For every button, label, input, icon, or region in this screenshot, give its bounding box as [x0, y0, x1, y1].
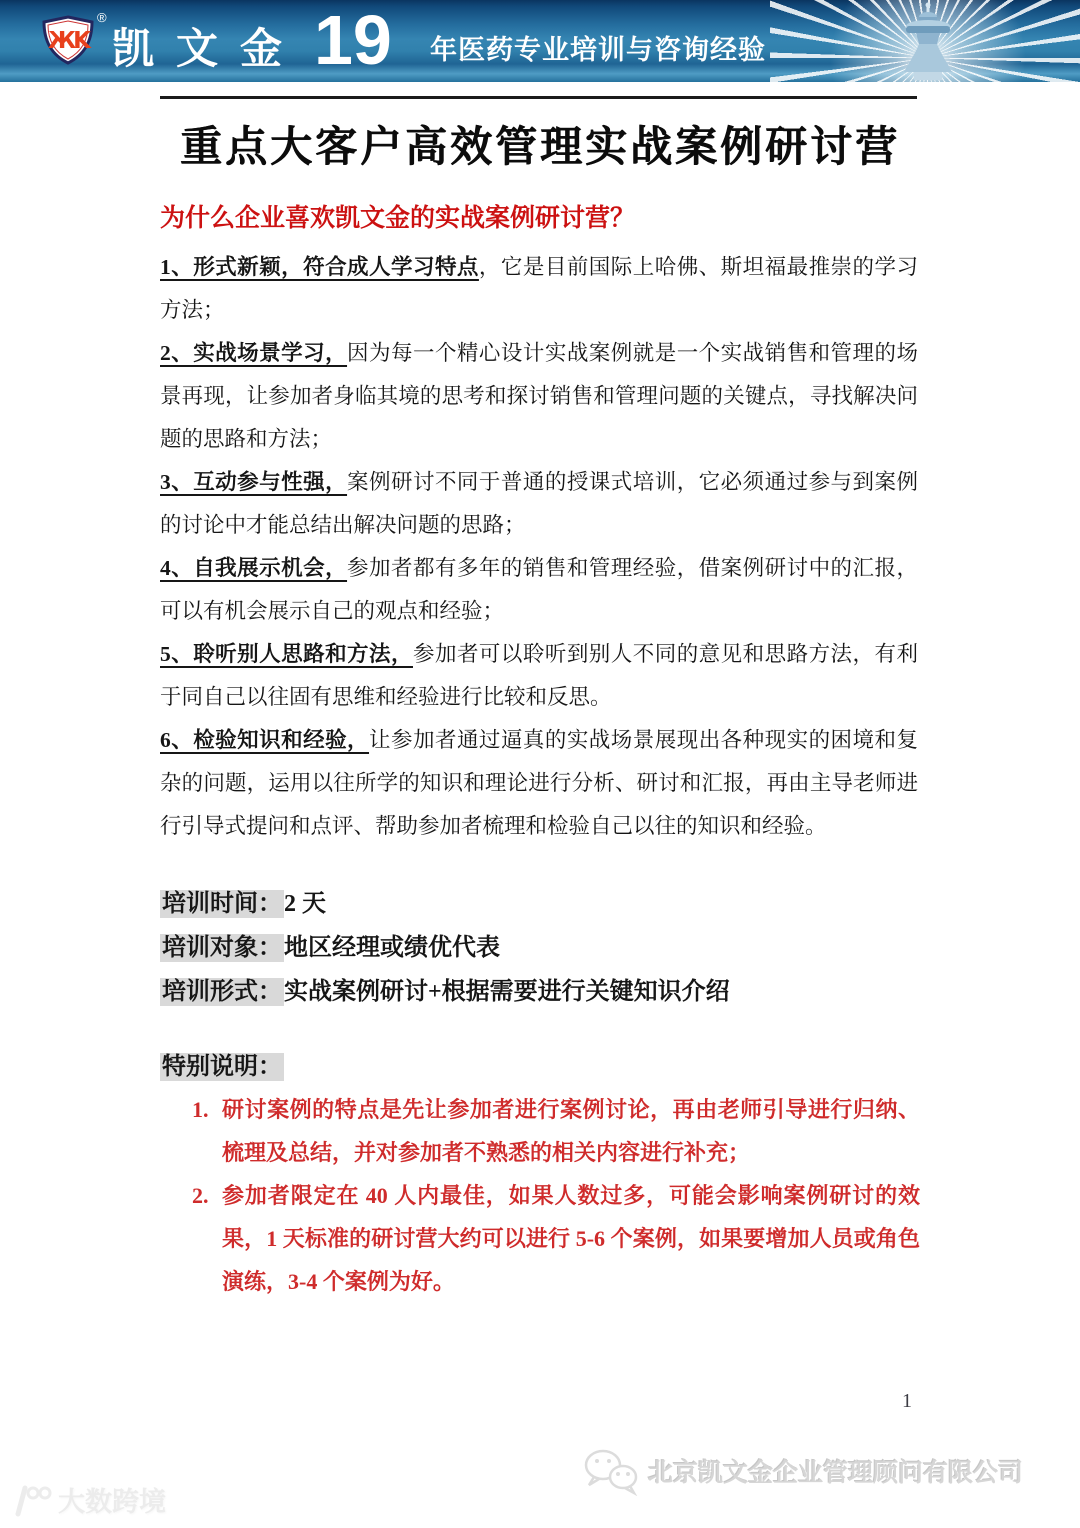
page-title: 重点大客户高效管理实战案例研讨营: [179, 125, 900, 171]
shield-monogram: ЖK: [48, 28, 88, 54]
special-notes-list: [192, 1088, 920, 1303]
footer-company: [582, 1446, 1023, 1496]
training-details: [160, 882, 730, 1014]
point-rest: 参加者都有多年的销售和管理经验，借案例研讨中的汇报，可以有机会展示自己的观点和经验；: [160, 556, 918, 623]
points-block: [160, 246, 918, 848]
light-burst-graphic: [770, 0, 1080, 82]
item-number: 1.: [192, 1097, 209, 1122]
header-banner: [0, 0, 1080, 82]
point-rest: 因为每一个精心设计实战案例就是一个实战销售和管理的场景再现，让参加者身临其境的思考和探讨销售和管理问题的关键点，寻找解决问题的思路和方法；: [160, 341, 918, 451]
point-lead: 5、聆听别人思路和方法，: [160, 642, 413, 666]
item-text: 参加者限定在 40 人内最佳，如果人数过多，可能会影响案例研讨的效果，1 天标准的研讨营大约可以进行 5-6 个案例，如果要增加人员或角色演练，3-4 个案例为好。: [222, 1183, 920, 1294]
point-lead: 6、检验知识和经验，: [160, 728, 370, 752]
point-lead: 2、实战场景学习，: [160, 341, 348, 365]
detail-label: 培训对象：: [162, 935, 282, 961]
point-paragraph: [160, 332, 918, 461]
point-paragraph: [160, 633, 918, 719]
detail-label: 培训形式：: [162, 979, 282, 1005]
years-number: 19: [314, 1, 392, 79]
detail-value: 地区经理或绩优代表: [284, 935, 500, 961]
banner-tagline: 年医药专业培训与咨询经验: [430, 35, 766, 65]
special-note-item: [192, 1088, 920, 1174]
point-lead: 3、互动参与性强，: [160, 470, 348, 494]
site-watermark: [8, 1480, 166, 1519]
detail-line: [160, 882, 730, 926]
company-name: 北京凯文金企业管理顾问有限公司: [648, 1460, 1024, 1487]
detail-label: 培训时间：: [162, 891, 282, 917]
watermark-text: 大数跨境: [58, 1487, 166, 1517]
registered-mark: ®: [97, 10, 107, 25]
special-notes-label: 特别说明：: [162, 1054, 282, 1080]
special-note-item: [192, 1174, 920, 1303]
point-paragraph: [160, 719, 918, 848]
point-lead: 1、形式新颖，符合成人学习特点: [160, 255, 479, 279]
section-subtitle: 为什么企业喜欢凯文金的实战案例研讨营？: [160, 205, 636, 232]
shield-logo-icon: [40, 15, 96, 65]
point-paragraph: [160, 547, 918, 633]
point-rest: 案例研讨不同于普通的授课式培训，它必须通过参与到案例的讨论中才能总结出解决问题的思路；: [160, 470, 918, 537]
point-paragraph: [160, 461, 918, 547]
point-lead: 4、自我展示机会，: [160, 556, 348, 580]
point-rest: 让参加者通过逼真的实战场景展现出各种现实的困境和复杂的问题，运用以往所学的知识和理论进行分析、研讨和汇报，再由主导老师进行引导式提问和点评、帮助参加者梳理和检验自己以往的知识和经验。: [160, 728, 918, 838]
lighthouse-image: [868, 2, 988, 80]
detail-value: 实战案例研讨+根据需要进行关键知识介绍: [284, 979, 730, 1005]
header-divider: [160, 96, 917, 99]
point-rest: 参加者可以聆听到别人不同的意见和思路方法，有利于同自己以往固有思维和经验进行比较和反思。: [160, 642, 918, 709]
point-rest: ，它是目前国际上哈佛、斯坦福最推崇的学习方法；: [160, 255, 918, 322]
detail-line: [160, 926, 730, 970]
detail-value: 2 天: [284, 891, 326, 917]
dashu-logo-icon: [8, 1483, 52, 1517]
page-number: 1: [902, 1390, 912, 1412]
wechat-icon: [582, 1446, 642, 1496]
item-number: 2.: [192, 1183, 209, 1208]
detail-line: [160, 970, 730, 1014]
point-paragraph: [160, 246, 918, 332]
item-text: 研讨案例的特点是先让参加者进行案例讨论，再由老师引导进行归纳、梳理及总结，并对参加者不熟悉的相关内容进行补充；: [222, 1097, 920, 1165]
brand-name: 凯文金: [112, 25, 305, 72]
